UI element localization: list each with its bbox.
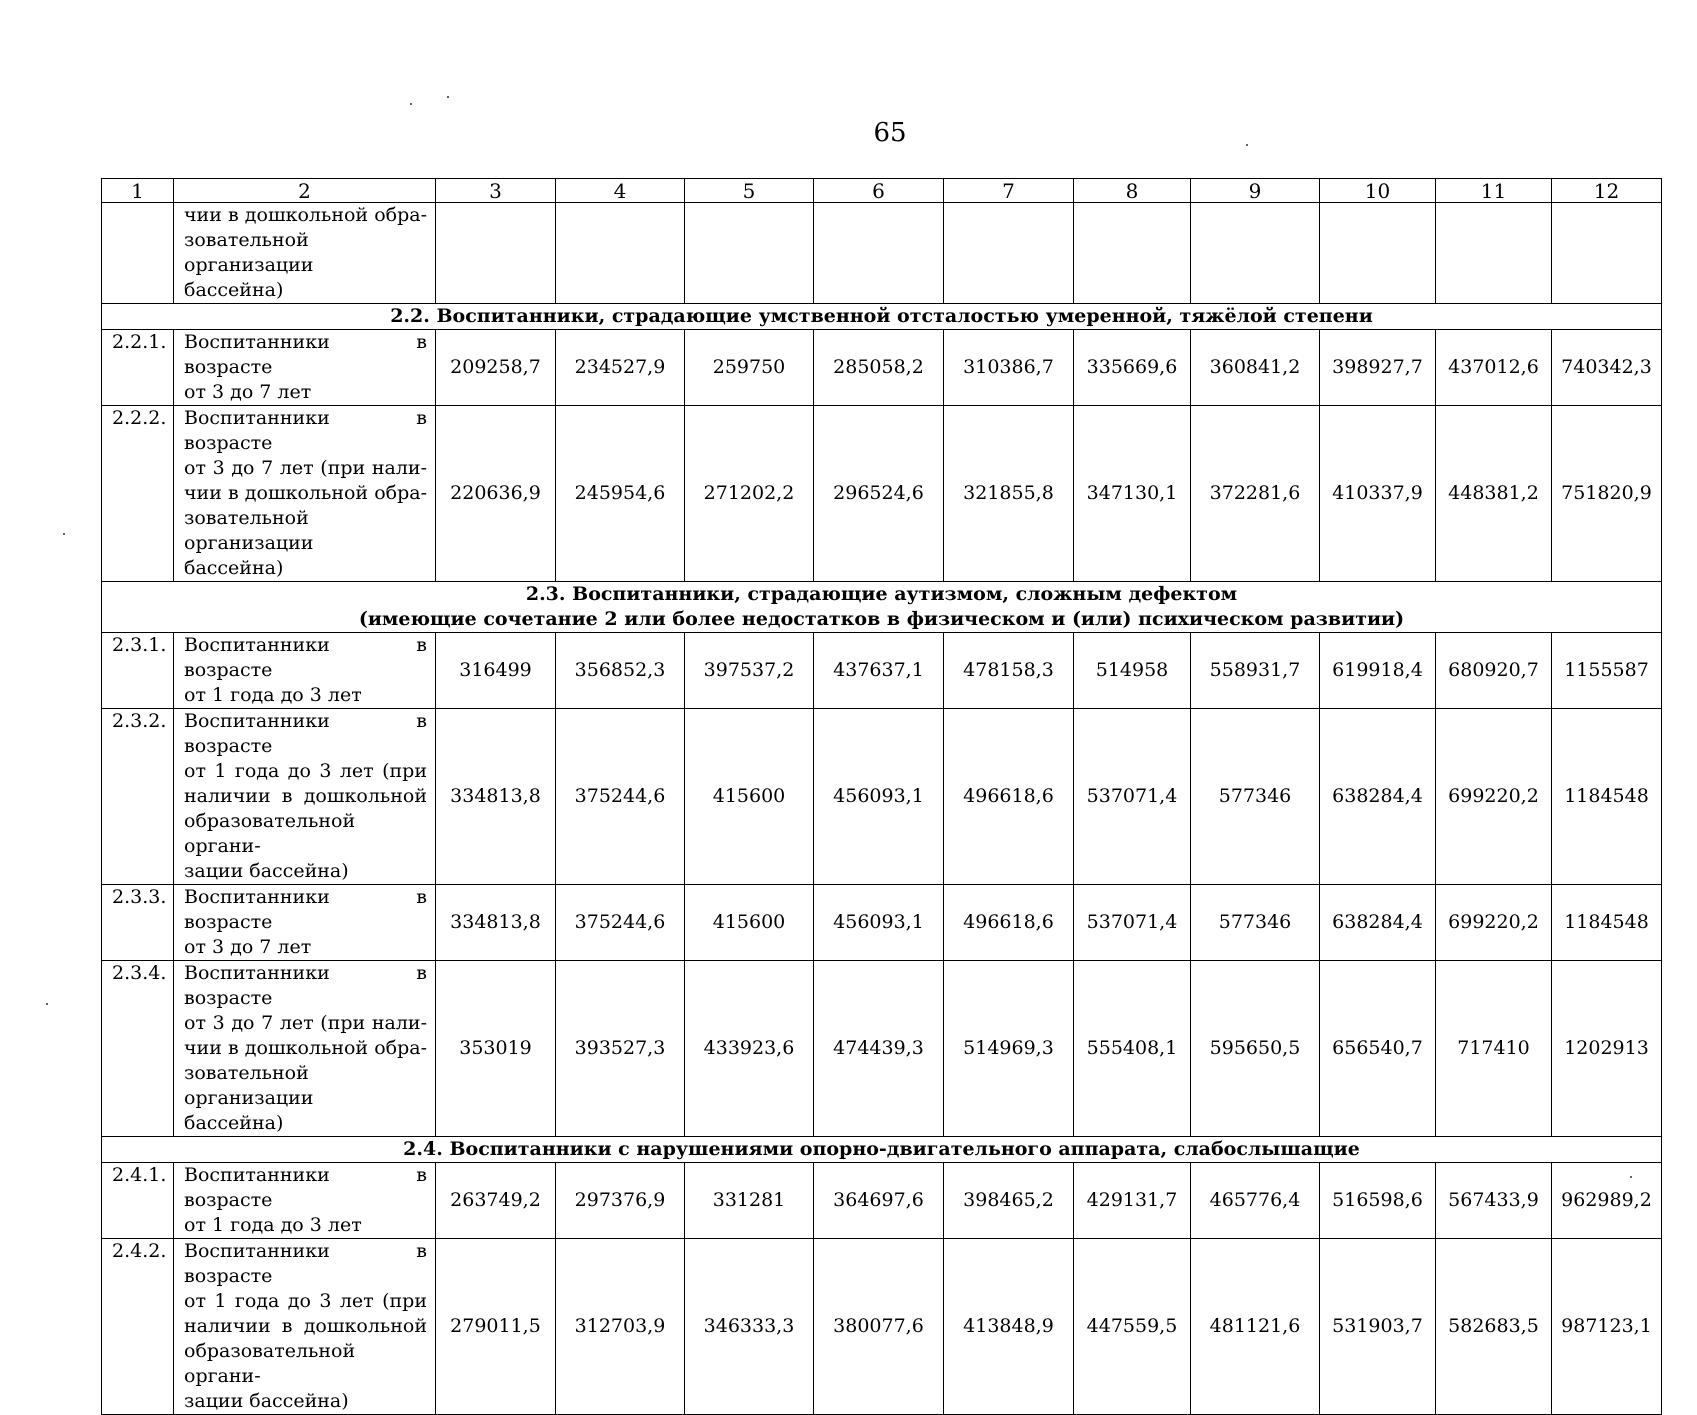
value-cell: 555408,1 [1074, 961, 1191, 1137]
value-cell: 656540,7 [1320, 961, 1436, 1137]
section-title [102, 1137, 1662, 1163]
description-line: Воспитанники в возрасте [184, 962, 427, 1009]
section-2-2-header [102, 304, 1662, 330]
table-row [102, 709, 1662, 885]
value-cell [1436, 203, 1552, 304]
description-line: от 1 года до 3 лет (при [184, 760, 427, 782]
table-row [102, 1239, 1662, 1415]
description-line: чии в дошкольной обра- [184, 204, 427, 226]
value-cell: 285058,2 [814, 330, 944, 406]
value-cell: 310386,7 [944, 330, 1074, 406]
value-cell: 209258,7 [436, 330, 556, 406]
description-line: Воспитанники в возрасте [184, 407, 427, 454]
value-cell: 699220,2 [1436, 885, 1552, 961]
description-line: чии в дошкольной обра- [184, 482, 427, 504]
value-cell: 638284,4 [1320, 885, 1436, 961]
value-cell: 558931,7 [1191, 633, 1320, 709]
description-line: от 3 до 7 лет [184, 381, 312, 403]
value-cell: 516598,6 [1320, 1163, 1436, 1239]
value-cell [1074, 203, 1191, 304]
section-2-4-header [102, 1137, 1662, 1163]
description-line: от 3 до 7 лет [184, 936, 312, 958]
scan-speck [46, 1003, 48, 1005]
section-title-line: 2.3. Воспитанники, страдающие аутизмом, сложным дефектом [525, 583, 1238, 605]
value-cell: 577346 [1191, 885, 1320, 961]
value-cell: 413848,9 [944, 1239, 1074, 1415]
value-cell: 347130,1 [1074, 406, 1191, 582]
value-cell: 259750 [685, 330, 814, 406]
description-line: Воспитанники в возрасте [184, 634, 427, 681]
table-row [102, 406, 1662, 582]
value-cell: 429131,7 [1074, 1163, 1191, 1239]
column-number: 2 [174, 179, 436, 203]
value-cell: 271202,2 [685, 406, 814, 582]
value-cell: 245954,6 [556, 406, 685, 582]
description-line: бассейна) [184, 1112, 284, 1134]
value-cell: 316499 [436, 633, 556, 709]
row-description [174, 406, 436, 582]
row-number: 2.2.2. [102, 406, 174, 582]
description-line: от 3 до 7 лет (при нали- [184, 1012, 427, 1034]
description-line: образовательной органи- [184, 810, 356, 857]
row-description [174, 330, 436, 406]
value-cell: 537071,4 [1074, 709, 1191, 885]
value-cell: 962989,2 [1552, 1163, 1662, 1239]
value-cell: 478158,3 [944, 633, 1074, 709]
value-cell: 360841,2 [1191, 330, 1320, 406]
value-cell: 1202913 [1552, 961, 1662, 1137]
value-cell: 372281,6 [1191, 406, 1320, 582]
value-cell: 398465,2 [944, 1163, 1074, 1239]
value-cell: 1184548 [1552, 709, 1662, 885]
column-number: 4 [556, 179, 685, 203]
row-description [174, 1163, 436, 1239]
value-cell: 375244,6 [556, 885, 685, 961]
column-number: 11 [1436, 179, 1552, 203]
column-number: 3 [436, 179, 556, 203]
value-cell: 448381,2 [1436, 406, 1552, 582]
value-cell: 397537,2 [685, 633, 814, 709]
section-title-line: (имеющие сочетание 2 или более недостатков в физическом и (или) психическом развитии) [358, 608, 1405, 630]
value-cell: 334813,8 [436, 885, 556, 961]
tariff-table [101, 178, 1662, 1415]
value-cell: 567433,9 [1436, 1163, 1552, 1239]
value-cell: 380077,6 [814, 1239, 944, 1415]
value-cell: 474439,3 [814, 961, 944, 1137]
description-line: Воспитанники в возрасте [184, 710, 427, 757]
column-number: 8 [1074, 179, 1191, 203]
description-line: образовательной органи- [184, 1340, 356, 1387]
row-number: 2.3.4. [102, 961, 174, 1137]
description-line: Воспитанники в возрасте [184, 1240, 427, 1287]
value-cell: 415600 [685, 885, 814, 961]
value-cell: 375244,6 [556, 709, 685, 885]
description-line: чии в дошкольной обра- [184, 1037, 427, 1059]
value-cell: 279011,5 [436, 1239, 556, 1415]
description-line: зовательной организации [184, 229, 314, 276]
row-number: 2.4.2. [102, 1239, 174, 1415]
description-line: от 1 года до 3 лет [184, 1214, 362, 1236]
description-line: бассейна) [184, 557, 284, 579]
row-number: 2.3.3. [102, 885, 174, 961]
description-line: бассейна) [184, 279, 284, 301]
value-cell: 297376,9 [556, 1163, 685, 1239]
value-cell [944, 203, 1074, 304]
description-line: зации бассейна) [184, 860, 349, 882]
row-description [174, 203, 436, 304]
value-cell: 393527,3 [556, 961, 685, 1137]
description-line: Воспитанники в возрасте [184, 1164, 427, 1211]
value-cell: 531903,7 [1320, 1239, 1436, 1415]
value-cell: 619918,4 [1320, 633, 1436, 709]
value-cell: 481121,6 [1191, 1239, 1320, 1415]
value-cell: 437012,6 [1436, 330, 1552, 406]
value-cell: 465776,4 [1191, 1163, 1320, 1239]
section-title-line: 2.2. Воспитанники, страдающие умственной отсталостью умеренной, тяжёлой степени [390, 305, 1373, 327]
column-number: 10 [1320, 179, 1436, 203]
row-number: 2.4.1. [102, 1163, 174, 1239]
table-row [102, 330, 1662, 406]
row-description [174, 633, 436, 709]
value-cell: 398927,7 [1320, 330, 1436, 406]
value-cell: 582683,5 [1436, 1239, 1552, 1415]
value-cell: 514969,3 [944, 961, 1074, 1137]
table-row [102, 961, 1662, 1137]
value-cell: 1155587 [1552, 633, 1662, 709]
value-cell: 296524,6 [814, 406, 944, 582]
value-cell: 447559,5 [1074, 1239, 1191, 1415]
value-cell: 987123,1 [1552, 1239, 1662, 1415]
value-cell: 335669,6 [1074, 330, 1191, 406]
value-cell [556, 203, 685, 304]
value-cell [436, 203, 556, 304]
value-cell: 496618,6 [944, 709, 1074, 885]
column-number: 12 [1552, 179, 1662, 203]
value-cell [685, 203, 814, 304]
value-cell: 680920,7 [1436, 633, 1552, 709]
table-row [102, 885, 1662, 961]
value-cell: 638284,4 [1320, 709, 1436, 885]
value-cell: 346333,3 [685, 1239, 814, 1415]
value-cell: 456093,1 [814, 709, 944, 885]
column-number: 5 [685, 179, 814, 203]
row-description [174, 885, 436, 961]
row-number: 2.3.2. [102, 709, 174, 885]
description-line: зовательной организации [184, 1062, 314, 1109]
description-line: от 3 до 7 лет (при нали- [184, 457, 427, 479]
value-cell [1191, 203, 1320, 304]
column-number: 1 [102, 179, 174, 203]
continuation-row [102, 203, 1662, 304]
value-cell: 334813,8 [436, 709, 556, 885]
value-cell: 514958 [1074, 633, 1191, 709]
description-line: зовательной организации [184, 507, 314, 554]
column-number-row [102, 179, 1662, 203]
row-number: 2.3.1. [102, 633, 174, 709]
row-description [174, 1239, 436, 1415]
value-cell: 364697,6 [814, 1163, 944, 1239]
description-line: от 1 года до 3 лет (при [184, 1290, 427, 1312]
scan-speck [63, 533, 65, 535]
value-cell: 751820,9 [1552, 406, 1662, 582]
value-cell: 234527,9 [556, 330, 685, 406]
description-line: Воспитанники в возрасте [184, 886, 427, 933]
row-number [102, 203, 174, 304]
description-line: зации бассейна) [184, 1390, 349, 1412]
value-cell: 717410 [1436, 961, 1552, 1137]
column-number: 6 [814, 179, 944, 203]
value-cell [814, 203, 944, 304]
value-cell: 740342,3 [1552, 330, 1662, 406]
scan-speck [447, 96, 449, 98]
value-cell: 356852,3 [556, 633, 685, 709]
section-title [102, 304, 1662, 330]
value-cell [1320, 203, 1436, 304]
section-2-3-header [102, 582, 1662, 633]
description-line: наличии в дошкольной [184, 1315, 427, 1337]
value-cell: 321855,8 [944, 406, 1074, 582]
value-cell: 456093,1 [814, 885, 944, 961]
table-row [102, 633, 1662, 709]
value-cell: 496618,6 [944, 885, 1074, 961]
row-description [174, 961, 436, 1137]
value-cell: 699220,2 [1436, 709, 1552, 885]
value-cell: 433923,6 [685, 961, 814, 1137]
description-line: наличии в дошкольной [184, 785, 427, 807]
value-cell: 220636,9 [436, 406, 556, 582]
column-number: 9 [1191, 179, 1320, 203]
value-cell: 263749,2 [436, 1163, 556, 1239]
value-cell: 1184548 [1552, 885, 1662, 961]
section-title-line: 2.4. Воспитанники с нарушениями опорно-двигательного аппарата, слабослышащие [403, 1138, 1360, 1160]
description-line: Воспитанники в возрасте [184, 331, 427, 378]
section-title [102, 582, 1662, 633]
value-cell: 415600 [685, 709, 814, 885]
description-line: от 1 года до 3 лет [184, 684, 362, 706]
row-description [174, 709, 436, 885]
value-cell [1552, 203, 1662, 304]
value-cell: 437637,1 [814, 633, 944, 709]
column-number: 7 [944, 179, 1074, 203]
value-cell: 312703,9 [556, 1239, 685, 1415]
value-cell: 595650,5 [1191, 961, 1320, 1137]
table-body [102, 179, 1662, 1415]
page-number: 65 [873, 118, 907, 148]
value-cell: 537071,4 [1074, 885, 1191, 961]
value-cell: 577346 [1191, 709, 1320, 885]
value-cell: 410337,9 [1320, 406, 1436, 582]
value-cell: 353019 [436, 961, 556, 1137]
scan-speck [410, 103, 412, 105]
scan-speck [1246, 144, 1248, 146]
table-row [102, 1163, 1662, 1239]
row-number: 2.2.1. [102, 330, 174, 406]
value-cell: 331281 [685, 1163, 814, 1239]
